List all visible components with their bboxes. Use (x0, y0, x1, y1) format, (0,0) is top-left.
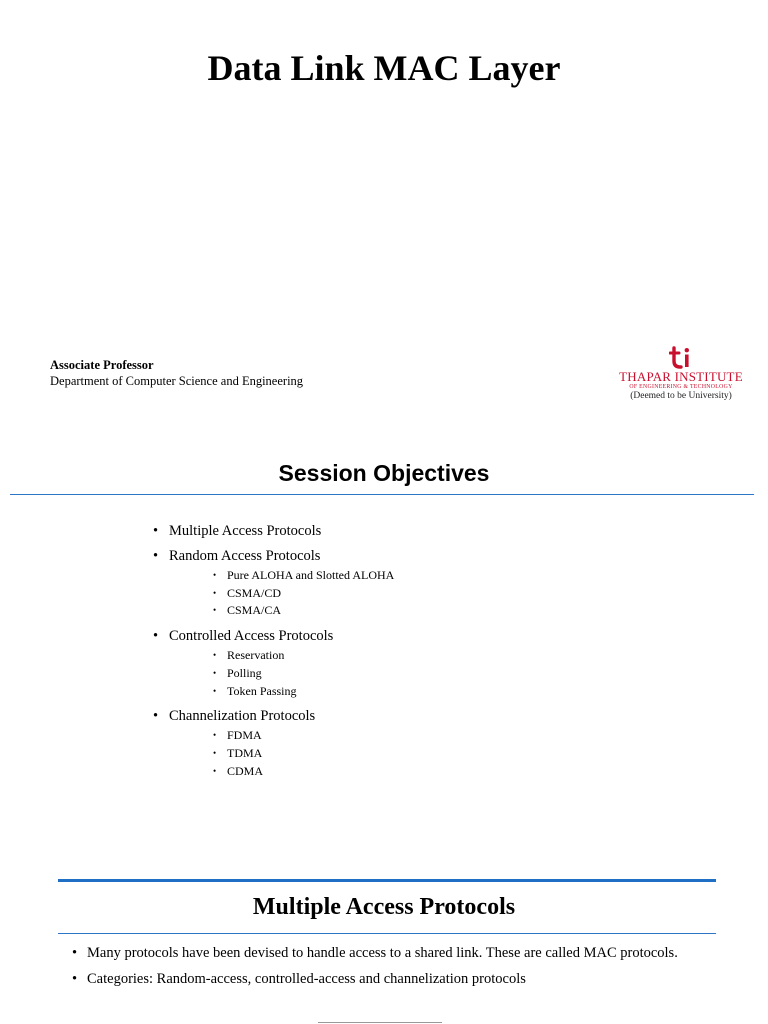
objectives-slide (0, 430, 768, 850)
list-item (153, 627, 394, 700)
footer-divider (318, 1022, 442, 1023)
title-divider (10, 494, 754, 495)
sub-item: • FDMA (169, 727, 394, 745)
logo-tagline: (Deemed to be University) (630, 391, 732, 401)
sub-item: • CSMA/CD (169, 585, 394, 603)
sub-list (169, 647, 394, 700)
logo-subtitle: OF ENGINEERING & TECHNOLOGY (629, 384, 733, 390)
list-item (153, 707, 394, 780)
list-item: • Many protocols have been devised to handle access to a shared link. These are called MAC protocols. (72, 945, 708, 962)
slide-title: Multiple Access Protocols (252, 894, 516, 920)
slide-title: Data Link MAC Layer (207, 48, 561, 88)
objectives-list (153, 522, 394, 787)
sub-list (169, 567, 394, 620)
slide-title: Session Objectives (278, 460, 490, 486)
list-item (153, 547, 394, 620)
ti-monogram-icon (669, 346, 693, 370)
list-item (153, 522, 394, 540)
list-item: • Categories: Random-access, controlled-access and channelization protocols (72, 971, 708, 988)
sub-item: • Pure ALOHA and Slotted ALOHA (169, 567, 394, 585)
sub-item: • CSMA/CA (169, 602, 394, 620)
objective-label: Controlled Access Protocols (169, 628, 334, 645)
objective-label: Multiple Access Protocols (169, 523, 322, 539)
institute-logo (610, 346, 752, 402)
sub-item: • Reservation (169, 647, 394, 665)
sub-item: • TDMA (169, 745, 394, 763)
content-list (72, 945, 708, 997)
sub-item: • Polling (169, 665, 394, 683)
logo-name: THAPAR INSTITUTE (619, 369, 743, 384)
title-slide (0, 0, 768, 420)
objective-label: Random Access Protocols (169, 548, 321, 564)
author-role: Associate Professor (50, 358, 154, 372)
author-block (50, 357, 303, 389)
department-name: Department of Computer Science and Engineering (50, 374, 304, 388)
title-divider (58, 933, 716, 934)
sub-item: • Token Passing (169, 683, 394, 701)
objective-label: Channelization Protocols (169, 708, 316, 725)
mac-protocols-slide (0, 870, 768, 1024)
header-bar (58, 879, 716, 882)
sub-list (169, 727, 394, 780)
sub-item: • CDMA (169, 763, 394, 781)
